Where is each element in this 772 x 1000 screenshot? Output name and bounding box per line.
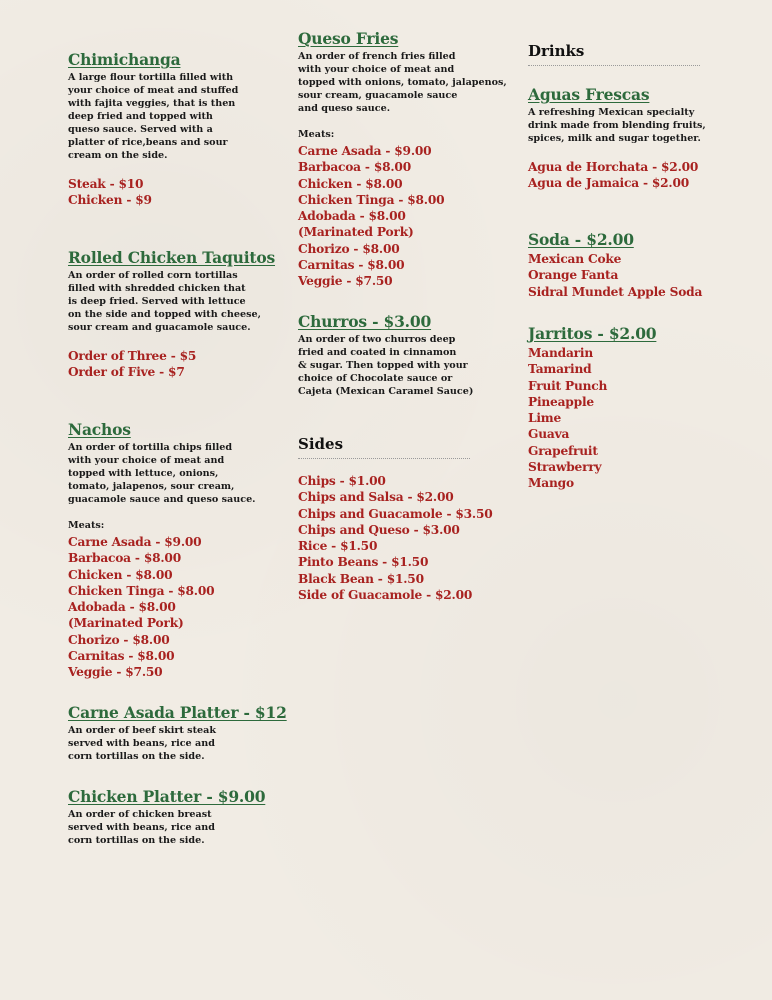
menu-item: Mexican Coke — [528, 252, 622, 266]
menu-item: Black Bean - $1.50 — [298, 571, 424, 586]
section-aguas-frescas — [528, 86, 743, 192]
menu-item: Chicken Tinga - $8.00 — [298, 192, 445, 207]
menu-item: Chips and Queso - $3.00 — [298, 522, 460, 537]
menu-item: Lime — [528, 411, 562, 426]
menu-item: Veggie - $7.50 — [298, 274, 393, 289]
menu-item: Chicken Tinga - $8.00 — [68, 583, 215, 598]
menu-item: Chorizo - $8.00 — [298, 241, 400, 256]
menu-item: Veggie - $7.50 — [68, 665, 163, 680]
price-list — [528, 251, 743, 300]
price-list — [68, 534, 283, 681]
menu-item: Mandarin — [528, 346, 593, 360]
section-title: Aguas Frescas — [528, 85, 650, 104]
section-churros — [298, 313, 513, 398]
meats-label: Meats: — [68, 520, 105, 531]
section-sides — [298, 435, 513, 603]
menu-item: Rice - $1.50 — [298, 539, 378, 554]
menu-item: Mango — [528, 476, 574, 491]
menu-item: Chicken - $9 — [68, 193, 152, 208]
section-description: An order of two churros deep fried and coated in cinnamon & sugar. Then topped with your choice of Chocolate sauce or Cajeta (Mexican Caramel Sauce) — [298, 334, 474, 397]
menu-item: Chicken - $8.00 — [298, 176, 403, 191]
menu-item: Agua de Horchata - $2.00 — [528, 160, 699, 174]
section-description: An order of french fries filled with your choice of meat and topped with onions, tomato, jalapenos, sour cream, guacamole sauce and queso sauce. — [298, 51, 507, 114]
section-drinks — [528, 42, 743, 66]
section-description: An order of tortilla chips filled with your choice of meat and topped with lettuce, onions, tomato, jalapenos, sour cream, guacamole sauce and queso sauce. — [68, 442, 256, 505]
menu-item: Agua de Jamaica - $2.00 — [528, 176, 690, 191]
menu-item: Adobada - $8.00 — [298, 209, 406, 224]
section-carne-asada-platter — [68, 703, 287, 763]
section-queso-fries — [298, 30, 513, 290]
menu-item: Side of Guacamole - $2.00 — [298, 588, 473, 603]
menu-item: Barbacoa - $8.00 — [298, 160, 411, 175]
section-soda — [528, 231, 743, 300]
section-title: Churros - $3.00 — [298, 312, 432, 331]
section-title: Rolled Chicken Taquitos — [68, 248, 276, 267]
menu-item: Chorizo - $8.00 — [68, 632, 170, 647]
menu-item: Strawberry — [528, 460, 602, 475]
menu-item: Pinto Beans - $1.50 — [298, 555, 429, 570]
menu-item: Order of Three - $5 — [68, 349, 197, 363]
dotted-divider — [528, 65, 700, 66]
section-chimichanga — [68, 51, 283, 209]
menu-item: Carnitas - $8.00 — [68, 649, 175, 664]
menu-item: Adobada - $8.00 — [68, 600, 176, 615]
section-description: An order of chicken breast served with beans, rice and corn tortillas on the side. — [68, 809, 215, 846]
section-description: A large flour tortilla filled with your choice of meat and stuffed with fajita veggies, that is then deep fried and topped with queso sauce. Served with a platter of rice,beans and sour cream on the side. — [68, 72, 239, 161]
menu-item: Chips and Guacamole - $3.50 — [298, 506, 493, 521]
menu-item: Chicken - $8.00 — [68, 567, 173, 582]
price-list — [68, 348, 283, 381]
price-list — [68, 176, 283, 209]
section-title: Chicken Platter - $9.00 — [68, 787, 266, 806]
section-title: Carne Asada Platter - $12 — [68, 703, 287, 722]
section-jarritos — [528, 325, 743, 492]
menu-item: Steak - $10 — [68, 177, 144, 191]
section-description: An order of beef skirt steak served with beans, rice and corn tortillas on the side. — [68, 725, 216, 762]
section-title: Soda - $2.00 — [528, 230, 634, 249]
menu-item: Fruit Punch — [528, 378, 608, 393]
menu-item: Carnitas - $8.00 — [298, 258, 405, 273]
menu-item: Carne Asada - $9.00 — [68, 535, 202, 549]
menu-item: Chips - $1.00 — [298, 474, 386, 488]
price-list — [298, 473, 513, 603]
section-title: Queso Fries — [298, 29, 399, 48]
menu-item: Tamarind — [528, 362, 592, 377]
menu-item: Orange Fanta — [528, 268, 619, 283]
menu-item: (Marinated Pork) — [298, 225, 414, 240]
menu-item: Guava — [528, 427, 570, 442]
meats-label: Meats: — [298, 129, 335, 140]
section-description: A refreshing Mexican specialty drink made from blending fruits, spices, milk and sugar together. — [528, 107, 706, 144]
menu-item: Sidral Mundet Apple Soda — [528, 284, 703, 299]
section-heading: Drinks — [528, 42, 585, 60]
menu-item: (Marinated Pork) — [68, 616, 184, 631]
menu-item: Pineapple — [528, 394, 594, 409]
price-list — [528, 159, 743, 192]
price-list — [528, 345, 743, 492]
section-description: An order of rolled corn tortillas filled with shredded chicken that is deep fried. Served with lettuce on the side and topped with cheese, sour cream and guacamole sauce. — [68, 270, 261, 333]
section-chicken-platter — [68, 788, 283, 847]
menu-item: Grapefruit — [528, 443, 598, 458]
section-nachos — [68, 421, 283, 681]
section-title: Chimichanga — [68, 50, 181, 69]
menu-item: Order of Five - $7 — [68, 365, 185, 380]
menu-item: Chips and Salsa - $2.00 — [298, 490, 454, 505]
price-list — [298, 143, 513, 290]
section-title: Nachos — [68, 420, 131, 439]
section-rolled-chicken-taquitos — [68, 249, 283, 381]
dotted-divider — [298, 458, 470, 459]
section-heading: Sides — [298, 435, 344, 453]
menu-item: Barbacoa - $8.00 — [68, 551, 181, 566]
section-title: Jarritos - $2.00 — [528, 324, 657, 343]
menu-item: Carne Asada - $9.00 — [298, 144, 432, 158]
